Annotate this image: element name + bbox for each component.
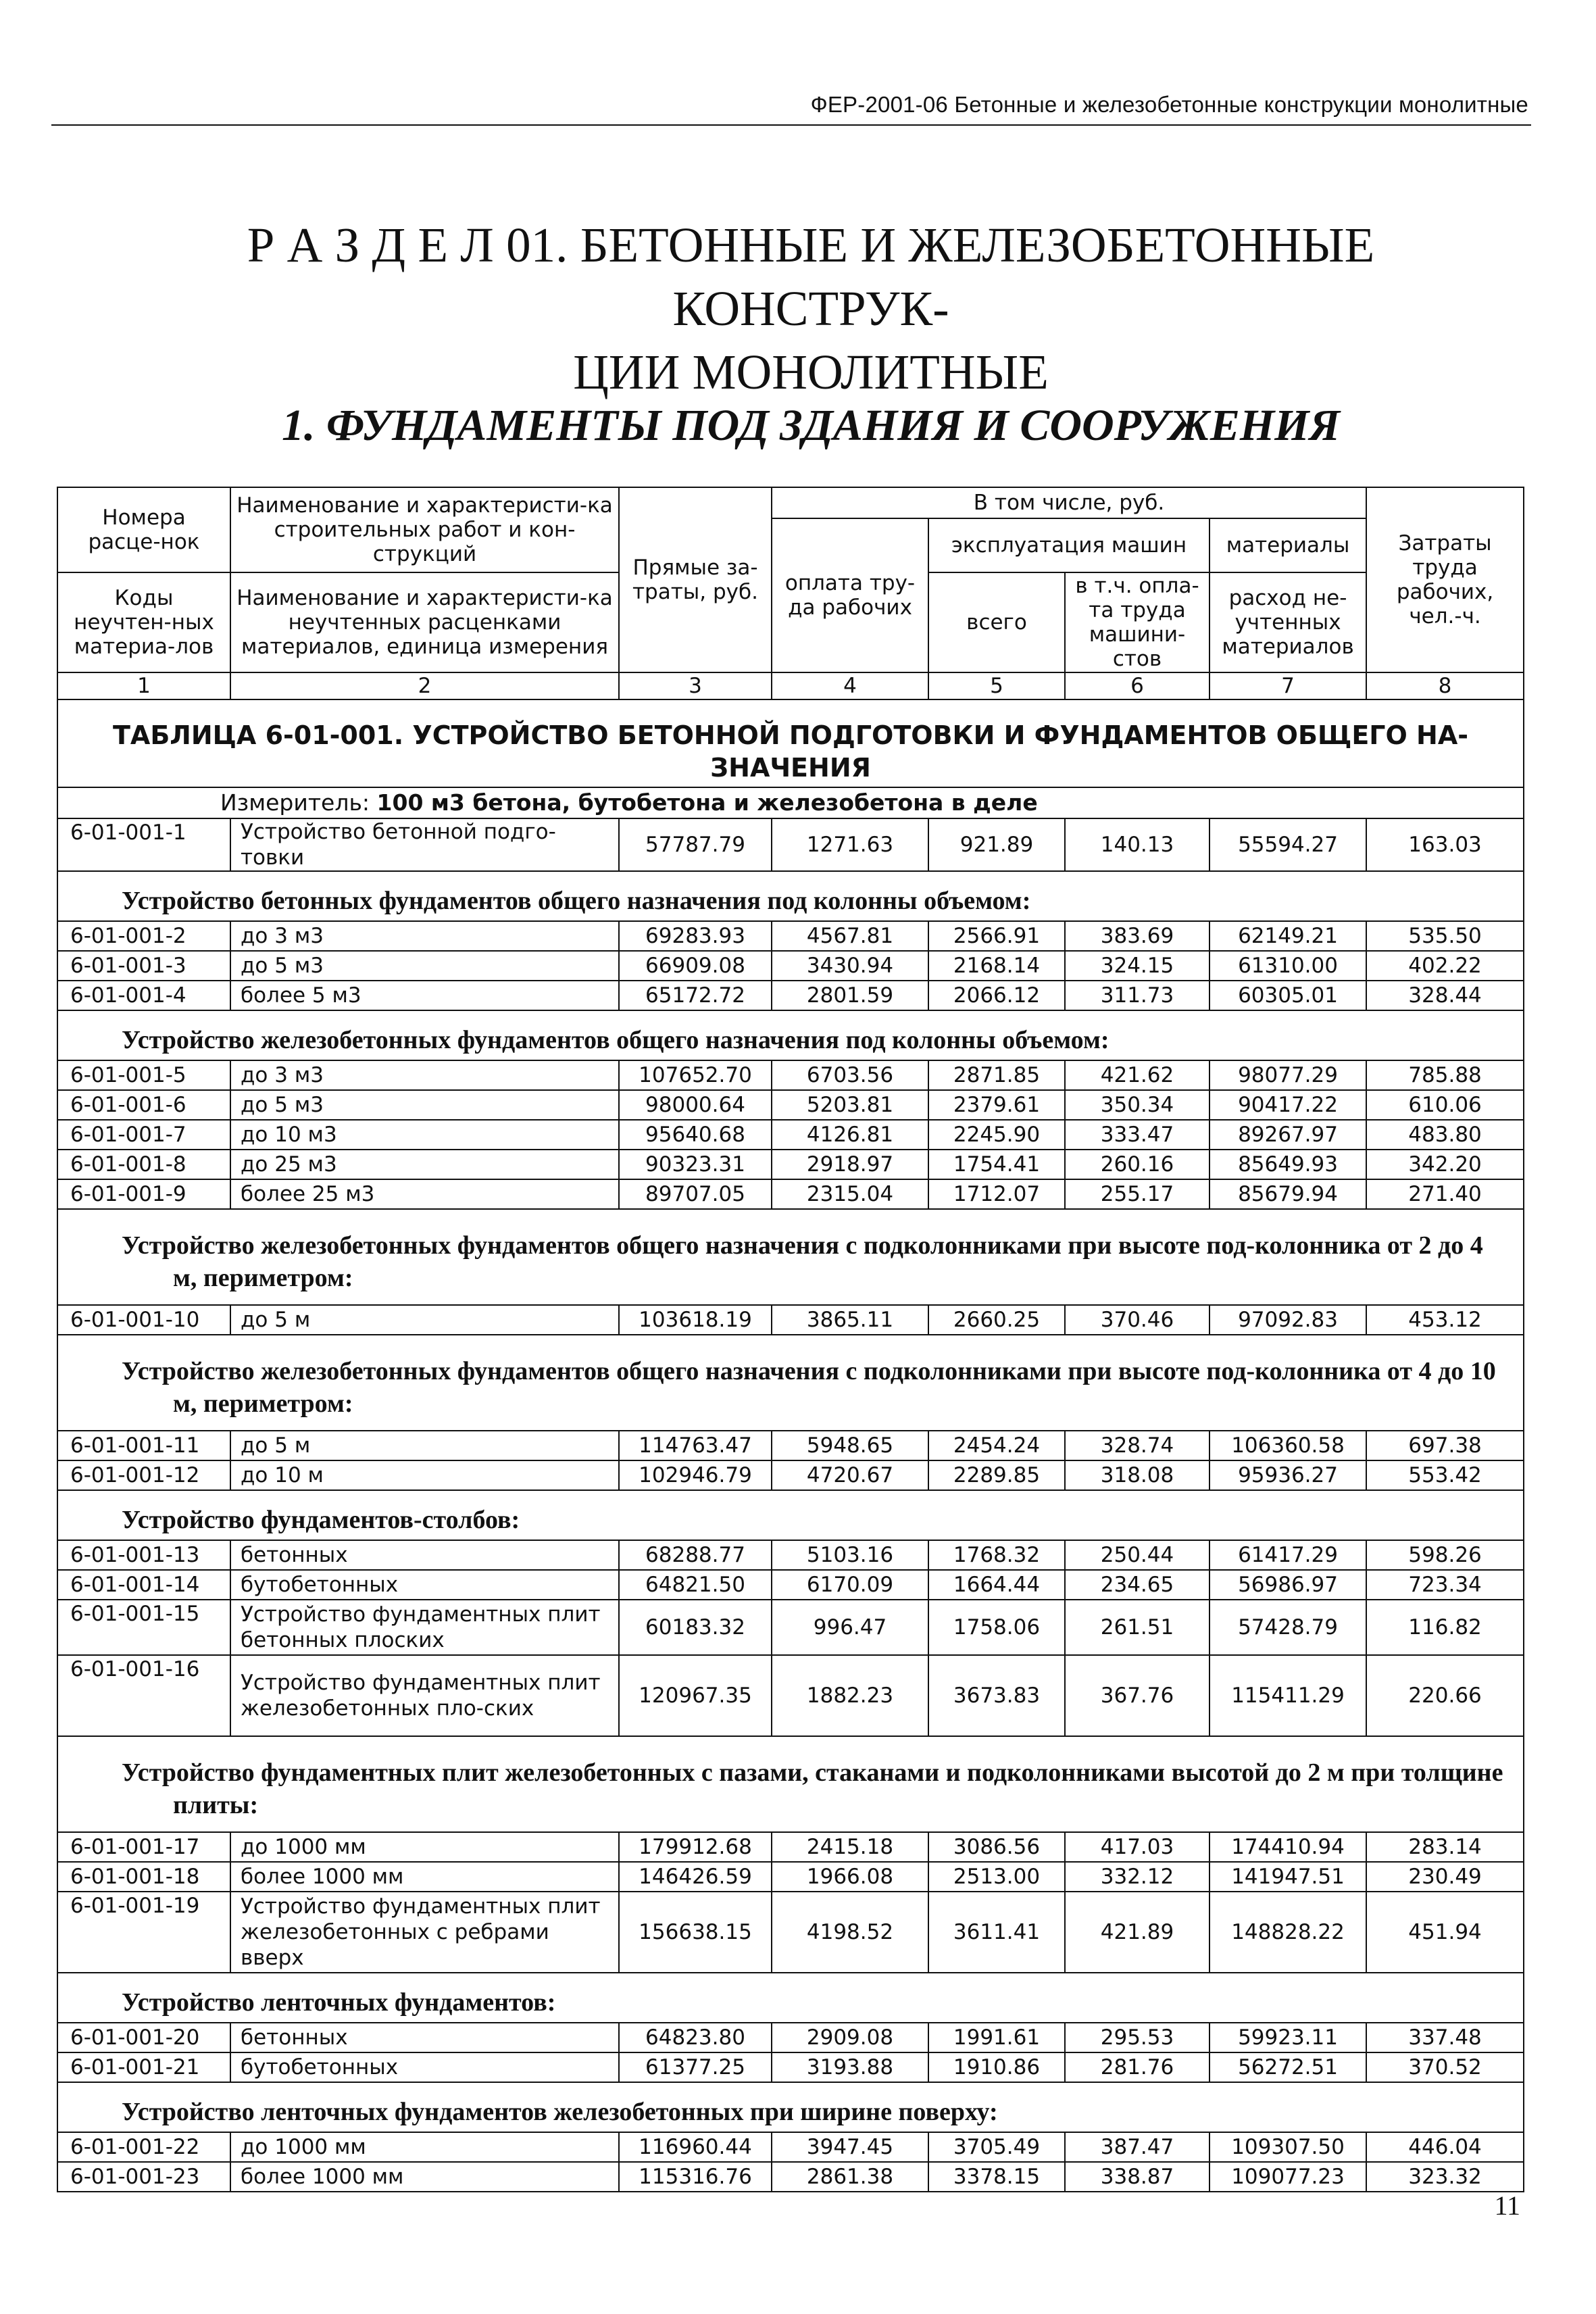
section-title-line-2: ЦИИ МОНОЛИТНЫЕ — [573, 345, 1049, 399]
header-unaccounted-materials: расход не-учтенных материалов — [1210, 572, 1366, 672]
column-number: 5 — [928, 672, 1065, 699]
labor-hours: 370.52 — [1366, 2052, 1524, 2082]
labor-hours: 283.14 — [1366, 1832, 1524, 1862]
rate-code: 6-01-001-15 — [57, 1600, 230, 1655]
labor-hours: 785.88 — [1366, 1060, 1524, 1090]
work-name: до 25 м3 — [230, 1150, 619, 1179]
materials: 85679.94 — [1210, 1179, 1366, 1209]
labor-pay: 6170.09 — [772, 1570, 928, 1600]
machinist-pay: 295.53 — [1065, 2023, 1210, 2052]
header-unaccounted-name: Наименование и характеристи-ка неучтенных расценками материалов, единица измерения — [230, 572, 619, 672]
labor-pay: 1966.08 — [772, 1862, 928, 1892]
materials: 97092.83 — [1210, 1305, 1366, 1335]
labor-hours: 328.44 — [1366, 981, 1524, 1010]
work-name: до 5 м — [230, 1305, 619, 1335]
machines-total: 1664.44 — [928, 1570, 1065, 1600]
rate-code: 6-01-001-8 — [57, 1150, 230, 1179]
direct-costs: 146426.59 — [619, 1862, 772, 1892]
materials: 95936.27 — [1210, 1460, 1366, 1490]
rates-table — [57, 487, 1524, 2192]
machines-total: 3086.56 — [928, 1832, 1065, 1862]
labor-hours: 220.66 — [1366, 1655, 1524, 1736]
rate-code: 6-01-001-16 — [57, 1655, 230, 1736]
running-header: ФЕР-2001-06 Бетонные и железобетонные конструкции монолитные — [810, 92, 1528, 117]
table-row — [57, 2023, 1524, 2052]
machinist-pay: 324.15 — [1065, 951, 1210, 981]
materials: 98077.29 — [1210, 1060, 1366, 1090]
machinist-pay: 383.69 — [1065, 921, 1210, 951]
work-name: до 10 м3 — [230, 1120, 619, 1150]
machinist-pay: 140.13 — [1065, 818, 1210, 871]
table-row — [57, 1179, 1524, 1209]
labor-pay: 6703.56 — [772, 1060, 928, 1090]
rate-code: 6-01-001-10 — [57, 1305, 230, 1335]
machines-total: 921.89 — [928, 818, 1065, 871]
machines-total: 1758.06 — [928, 1600, 1065, 1655]
rate-code: 6-01-001-11 — [57, 1431, 230, 1460]
materials: 56986.97 — [1210, 1570, 1366, 1600]
header-machines: эксплуатация машин — [928, 518, 1210, 572]
machines-total: 2871.85 — [928, 1060, 1065, 1090]
machinist-pay: 417.03 — [1065, 1832, 1210, 1862]
page-number: 11 — [1494, 2190, 1520, 2221]
materials: 141947.51 — [1210, 1862, 1366, 1892]
table-row — [57, 1892, 1524, 1973]
direct-costs: 114763.47 — [619, 1431, 772, 1460]
materials: 174410.94 — [1210, 1832, 1366, 1862]
machines-total: 2660.25 — [928, 1305, 1065, 1335]
labor-hours: 723.34 — [1366, 1570, 1524, 1600]
table-row — [57, 1600, 1524, 1655]
labor-pay: 2909.08 — [772, 2023, 928, 2052]
measure-unit — [57, 787, 1524, 818]
labor-pay: 2315.04 — [772, 1179, 928, 1209]
section-title — [135, 214, 1487, 404]
header-labor-pay: оплата тру-да рабочих — [772, 518, 928, 672]
column-number: 1 — [57, 672, 230, 699]
table-row — [57, 1305, 1524, 1335]
labor-pay: 5203.81 — [772, 1090, 928, 1120]
work-name: более 25 м3 — [230, 1179, 619, 1209]
column-number: 3 — [619, 672, 772, 699]
machines-total: 2168.14 — [928, 951, 1065, 981]
direct-costs: 69283.93 — [619, 921, 772, 951]
work-name: до 3 м3 — [230, 921, 619, 951]
rate-code: 6-01-001-23 — [57, 2162, 230, 2192]
rate-code: 6-01-001-22 — [57, 2132, 230, 2162]
work-name: до 5 м — [230, 1431, 619, 1460]
work-name: более 5 м3 — [230, 981, 619, 1010]
header-rule — [51, 124, 1531, 126]
machines-total: 2566.91 — [928, 921, 1065, 951]
labor-pay: 996.47 — [772, 1600, 928, 1655]
machinist-pay: 328.74 — [1065, 1431, 1210, 1460]
labor-pay: 1271.63 — [772, 818, 928, 871]
labor-hours: 402.22 — [1366, 951, 1524, 981]
labor-pay: 4720.67 — [772, 1460, 928, 1490]
labor-pay: 2415.18 — [772, 1832, 928, 1862]
table-row — [57, 818, 1524, 871]
machines-total: 1754.41 — [928, 1150, 1065, 1179]
machines-total: 1712.07 — [928, 1179, 1065, 1209]
labor-pay: 4567.81 — [772, 921, 928, 951]
header-materials: материалы — [1210, 518, 1366, 572]
materials: 90417.22 — [1210, 1090, 1366, 1120]
materials: 85649.93 — [1210, 1150, 1366, 1179]
work-name: бутобетонных — [230, 1570, 619, 1600]
materials: 56272.51 — [1210, 2052, 1366, 2082]
header-including: В том числе, руб. — [772, 487, 1366, 518]
labor-pay: 4198.52 — [772, 1892, 928, 1973]
direct-costs: 90323.31 — [619, 1150, 772, 1179]
group-heading: Устройство фундаментных плит железобетонных с пазами, стаканами и подколонниками высотой до 2 м при толщине плиты: — [57, 1736, 1524, 1832]
section-title-line-1: Р А З Д Е Л 01. БЕТОННЫЕ И ЖЕЛЕЗОБЕТОННЫЕ КОНСТРУК- — [247, 218, 1375, 336]
table-title — [57, 699, 1524, 787]
table-row — [57, 921, 1524, 951]
table-row — [57, 1862, 1524, 1892]
header-codes-unaccounted: Коды неучтен-ных материа-лов — [57, 572, 230, 672]
column-number: 6 — [1065, 672, 1210, 699]
direct-costs: 68288.77 — [619, 1540, 772, 1570]
machinist-pay: 338.87 — [1065, 2162, 1210, 2192]
labor-hours: 342.20 — [1366, 1150, 1524, 1179]
labor-pay: 1882.23 — [772, 1655, 928, 1736]
column-number: 2 — [230, 672, 619, 699]
machinist-pay: 421.62 — [1065, 1060, 1210, 1090]
group-heading: Устройство железобетонных фундаментов общего назначения с подколонниками при высоте под-колонника от 4 до 10 м, периметром: — [57, 1335, 1524, 1431]
labor-hours: 337.48 — [1366, 2023, 1524, 2052]
header-rate-numbers: Номера расце-нок — [57, 487, 230, 572]
machines-total: 3611.41 — [928, 1892, 1065, 1973]
materials: 109307.50 — [1210, 2132, 1366, 2162]
work-name: до 5 м3 — [230, 951, 619, 981]
labor-hours: 163.03 — [1366, 818, 1524, 871]
subsection-title: 1. ФУНДАМЕНТЫ ПОД ЗДАНИЯ И СООРУЖЕНИЯ — [282, 401, 1340, 450]
work-name: Устройство фундаментных плит железобетонных пло-ских — [230, 1655, 619, 1736]
labor-hours: 230.49 — [1366, 1862, 1524, 1892]
labor-pay: 4126.81 — [772, 1120, 928, 1150]
rate-code: 6-01-001-20 — [57, 2023, 230, 2052]
direct-costs: 107652.70 — [619, 1060, 772, 1090]
machinist-pay: 421.89 — [1065, 1892, 1210, 1973]
table-row — [57, 2162, 1524, 2192]
work-name: Устройство фундаментных плит бетонных плоских — [230, 1600, 619, 1655]
table-row — [57, 1655, 1524, 1736]
rate-code: 6-01-001-21 — [57, 2052, 230, 2082]
machinist-pay: 370.46 — [1065, 1305, 1210, 1335]
table-row — [57, 1570, 1524, 1600]
materials: 89267.97 — [1210, 1120, 1366, 1150]
materials: 61310.00 — [1210, 951, 1366, 981]
work-name: бетонных — [230, 1540, 619, 1570]
machines-total: 2454.24 — [928, 1431, 1065, 1460]
machines-total: 3705.49 — [928, 2132, 1065, 2162]
rate-code: 6-01-001-18 — [57, 1862, 230, 1892]
materials: 115411.29 — [1210, 1655, 1366, 1736]
work-name: более 1000 мм — [230, 1862, 619, 1892]
column-numbers-row — [57, 672, 1524, 699]
machinist-pay: 332.12 — [1065, 1862, 1210, 1892]
materials: 109077.23 — [1210, 2162, 1366, 2192]
work-name: до 10 м — [230, 1460, 619, 1490]
labor-pay: 2918.97 — [772, 1150, 928, 1179]
rate-code: 6-01-001-2 — [57, 921, 230, 951]
machinist-pay: 311.73 — [1065, 981, 1210, 1010]
work-name: до 1000 мм — [230, 1832, 619, 1862]
machines-total: 2289.85 — [928, 1460, 1065, 1490]
work-name: более 1000 мм — [230, 2162, 619, 2192]
column-number: 4 — [772, 672, 928, 699]
direct-costs: 120967.35 — [619, 1655, 772, 1736]
direct-costs: 95640.68 — [619, 1120, 772, 1150]
header-work-name: Наименование и характеристи-ка строительных работ и кон-струкций — [230, 487, 619, 572]
table-row — [57, 1460, 1524, 1490]
machinist-pay: 261.51 — [1065, 1600, 1210, 1655]
machines-total: 2513.00 — [928, 1862, 1065, 1892]
rate-code: 6-01-001-19 — [57, 1892, 230, 1973]
rate-code: 6-01-001-7 — [57, 1120, 230, 1150]
table-row — [57, 2052, 1524, 2082]
rate-code: 6-01-001-9 — [57, 1179, 230, 1209]
machines-total: 2379.61 — [928, 1090, 1065, 1120]
rate-code: 6-01-001-1 — [57, 818, 230, 871]
direct-costs: 61377.25 — [619, 2052, 772, 2082]
direct-costs: 115316.76 — [619, 2162, 772, 2192]
measure-unit-label: Измеритель: — [220, 789, 370, 816]
machinist-pay: 333.47 — [1065, 1120, 1210, 1150]
work-name: до 3 м3 — [230, 1060, 619, 1090]
table-row — [57, 2132, 1524, 2162]
header-machinist-pay: в т.ч. опла-та труда машини-стов — [1065, 572, 1210, 672]
table-title-line-1: ТАБЛИЦА 6-01-001. УСТРОЙСТВО БЕТОННОЙ ПОДГОТОВКИ И ФУНДАМЕНТОВ ОБЩЕГО НА- — [113, 720, 1469, 750]
direct-costs: 102946.79 — [619, 1460, 772, 1490]
rate-code: 6-01-001-5 — [57, 1060, 230, 1090]
machines-total: 3378.15 — [928, 2162, 1065, 2192]
labor-pay: 2861.38 — [772, 2162, 928, 2192]
table-row — [57, 1090, 1524, 1120]
labor-hours: 610.06 — [1366, 1090, 1524, 1120]
rate-code: 6-01-001-13 — [57, 1540, 230, 1570]
direct-costs: 64821.50 — [619, 1570, 772, 1600]
labor-pay: 5948.65 — [772, 1431, 928, 1460]
machines-total: 2066.12 — [928, 981, 1065, 1010]
direct-costs: 89707.05 — [619, 1179, 772, 1209]
table-row — [57, 1120, 1524, 1150]
direct-costs: 60183.32 — [619, 1600, 772, 1655]
table-row — [57, 1832, 1524, 1862]
labor-hours: 271.40 — [1366, 1179, 1524, 1209]
labor-pay: 3947.45 — [772, 2132, 928, 2162]
work-name: Устройство бетонной подго-товки — [230, 818, 619, 871]
direct-costs: 179912.68 — [619, 1832, 772, 1862]
machinist-pay: 234.65 — [1065, 1570, 1210, 1600]
labor-hours: 535.50 — [1366, 921, 1524, 951]
materials: 57428.79 — [1210, 1600, 1366, 1655]
labor-hours: 483.80 — [1366, 1120, 1524, 1150]
machines-total: 1768.32 — [928, 1540, 1065, 1570]
direct-costs: 65172.72 — [619, 981, 772, 1010]
machines-total: 3673.83 — [928, 1655, 1065, 1736]
group-heading: Устройство ленточных фундаментов железобетонных при ширине поверху: — [57, 2082, 1524, 2132]
rate-code: 6-01-001-4 — [57, 981, 230, 1010]
materials: 106360.58 — [1210, 1431, 1366, 1460]
machinist-pay: 350.34 — [1065, 1090, 1210, 1120]
rate-code: 6-01-001-12 — [57, 1460, 230, 1490]
table-row — [57, 1150, 1524, 1179]
labor-pay: 2801.59 — [772, 981, 928, 1010]
column-number: 8 — [1366, 672, 1524, 699]
group-heading: Устройство железобетонных фундаментов общего назначения под колонны объемом: — [57, 1010, 1524, 1060]
materials: 55594.27 — [1210, 818, 1366, 871]
machines-total: 1991.61 — [928, 2023, 1065, 2052]
materials: 61417.29 — [1210, 1540, 1366, 1570]
labor-pay: 3865.11 — [772, 1305, 928, 1335]
machinist-pay: 318.08 — [1065, 1460, 1210, 1490]
column-number: 7 — [1210, 672, 1366, 699]
labor-hours: 598.26 — [1366, 1540, 1524, 1570]
machines-total: 2245.90 — [928, 1120, 1065, 1150]
materials: 59923.11 — [1210, 2023, 1366, 2052]
direct-costs: 57787.79 — [619, 818, 772, 871]
direct-costs: 156638.15 — [619, 1892, 772, 1973]
direct-costs: 103618.19 — [619, 1305, 772, 1335]
rate-code: 6-01-001-6 — [57, 1090, 230, 1120]
group-heading: Устройство ленточных фундаментов: — [57, 1973, 1524, 2023]
work-name: бутобетонных — [230, 2052, 619, 2082]
labor-pay: 5103.16 — [772, 1540, 928, 1570]
table-row — [57, 1540, 1524, 1570]
labor-hours: 451.94 — [1366, 1892, 1524, 1973]
rate-code: 6-01-001-3 — [57, 951, 230, 981]
table-row — [57, 951, 1524, 981]
table-title-line-2: ЗНАЧЕНИЯ — [710, 753, 871, 783]
machinist-pay: 250.44 — [1065, 1540, 1210, 1570]
work-name: до 1000 мм — [230, 2132, 619, 2162]
group-heading: Устройство бетонных фундаментов общего назначения под колонны объемом: — [57, 871, 1524, 921]
labor-hours: 116.82 — [1366, 1600, 1524, 1655]
group-heading: Устройство железобетонных фундаментов общего назначения с подколонниками при высоте под-колонника от 2 до 4 м, периметром: — [57, 1209, 1524, 1305]
labor-pay: 3193.88 — [772, 2052, 928, 2082]
materials: 148828.22 — [1210, 1892, 1366, 1973]
machinist-pay: 260.16 — [1065, 1150, 1210, 1179]
materials: 62149.21 — [1210, 921, 1366, 951]
machines-total: 1910.86 — [928, 2052, 1065, 2082]
table-row — [57, 1431, 1524, 1460]
labor-hours: 453.12 — [1366, 1305, 1524, 1335]
labor-hours: 323.32 — [1366, 2162, 1524, 2192]
machinist-pay: 387.47 — [1065, 2132, 1210, 2162]
labor-pay: 3430.94 — [772, 951, 928, 981]
group-heading: Устройство фундаментов-столбов: — [57, 1490, 1524, 1540]
work-name: до 5 м3 — [230, 1090, 619, 1120]
work-name: Устройство фундаментных плит железобетонных с ребрами вверх — [230, 1892, 619, 1973]
direct-costs: 116960.44 — [619, 2132, 772, 2162]
direct-costs: 66909.08 — [619, 951, 772, 981]
header-labor-costs: Затраты труда рабочих, чел.-ч. — [1366, 487, 1524, 672]
measure-unit-value: 100 м3 бетона, бутобетона и железобетона в деле — [376, 789, 1038, 816]
materials: 60305.01 — [1210, 981, 1366, 1010]
header-direct-costs: Прямые за-траты, руб. — [619, 487, 772, 672]
machinist-pay: 255.17 — [1065, 1179, 1210, 1209]
labor-hours: 446.04 — [1366, 2132, 1524, 2162]
direct-costs: 64823.80 — [619, 2023, 772, 2052]
table-row — [57, 1060, 1524, 1090]
rate-code: 6-01-001-14 — [57, 1570, 230, 1600]
rate-code: 6-01-001-17 — [57, 1832, 230, 1862]
labor-hours: 697.38 — [1366, 1431, 1524, 1460]
labor-hours: 553.42 — [1366, 1460, 1524, 1490]
work-name: бетонных — [230, 2023, 619, 2052]
machinist-pay: 281.76 — [1065, 2052, 1210, 2082]
header-machines-total: всего — [928, 572, 1065, 672]
machinist-pay: 367.76 — [1065, 1655, 1210, 1736]
direct-costs: 98000.64 — [619, 1090, 772, 1120]
table-row — [57, 981, 1524, 1010]
